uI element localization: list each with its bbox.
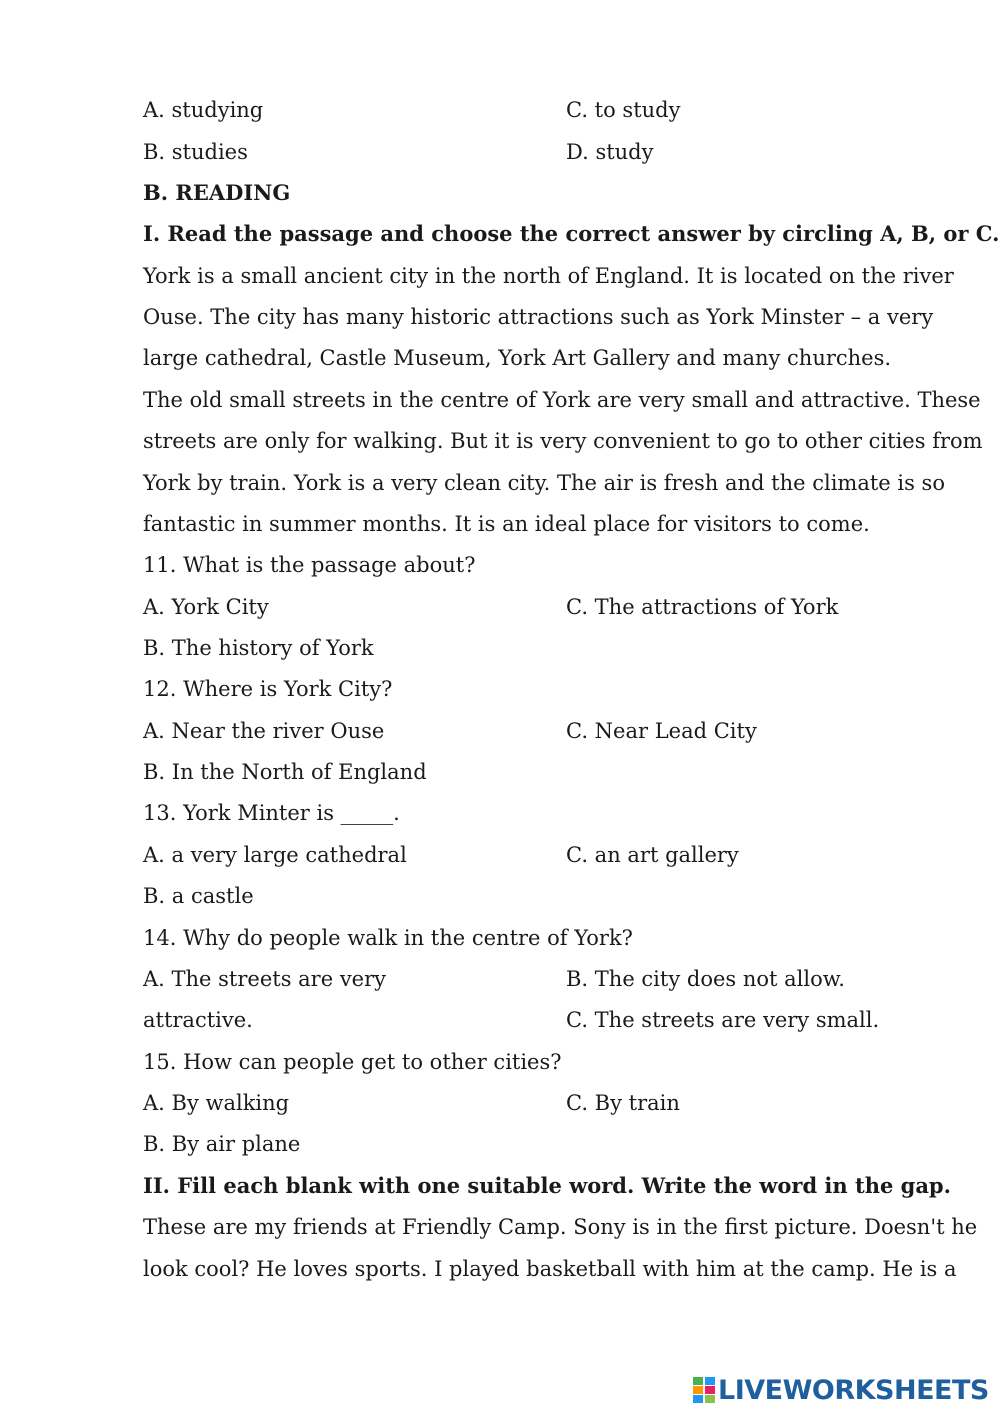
passage2-line: These are my friends at Friendly Camp. Sony is in the first picture. Doesn't he — [143, 1215, 978, 1239]
option-11c[interactable]: C. The attractions of York — [566, 595, 839, 619]
option-15b[interactable]: B. By air plane — [143, 1132, 301, 1156]
option-12a[interactable]: A. Near the river Ouse — [143, 719, 385, 743]
option-14a-continued[interactable]: attractive. — [143, 1008, 253, 1032]
passage-line: York by train. York is a very clean city. The air is fresh and the climate is so — [143, 471, 945, 495]
option-13c[interactable]: C. an art gallery — [566, 843, 739, 867]
passage-line: fantastic in summer months. It is an ideal place for visitors to come. — [143, 512, 870, 536]
option-13a[interactable]: A. a very large cathedral — [143, 843, 407, 867]
passage-line: Ouse. The city has many historic attractions such as York Minster – a very — [143, 305, 934, 329]
option-11b[interactable]: B. The history of York — [143, 636, 374, 660]
option-10a: A. studying — [143, 98, 264, 122]
option-10c: C. to study — [566, 98, 681, 122]
section-title: B. READING — [143, 180, 291, 205]
option-14a[interactable]: A. The streets are very — [143, 967, 387, 991]
option-10d: D. study — [566, 140, 654, 164]
logo-text: LIVEWORKSHEETS — [718, 1374, 989, 1406]
question-14: 14. Why do people walk in the centre of York? — [143, 926, 633, 950]
option-14b[interactable]: B. The city does not allow. — [566, 967, 845, 991]
option-15a[interactable]: A. By walking — [143, 1091, 290, 1115]
passage-line: The old small streets in the centre of York are very small and attractive. These — [143, 388, 981, 412]
question-15: 15. How can people get to other cities? — [143, 1050, 562, 1074]
option-14c[interactable]: C. The streets are very small. — [566, 1008, 880, 1032]
logo-blocks-icon — [693, 1377, 715, 1403]
option-11a[interactable]: A. York City — [143, 595, 269, 619]
part2-instruction: II. Fill each blank with one suitable word. Write the word in the gap. — [143, 1173, 951, 1198]
passage-line: large cathedral, Castle Museum, York Art Gallery and many churches. — [143, 346, 892, 370]
question-13: 13. York Minter is _____. — [143, 801, 400, 825]
option-12b[interactable]: B. In the North of England — [143, 760, 427, 784]
option-13b[interactable]: B. a castle — [143, 884, 254, 908]
liveworksheets-logo — [693, 1374, 989, 1406]
part1-instruction: I. Read the passage and choose the correct answer by circling A, B, or C. — [143, 221, 1000, 246]
passage-line: streets are only for walking. But it is very convenient to go to other cities from — [143, 429, 983, 453]
passage-line: York is a small ancient city in the north of England. It is located on the river — [143, 264, 954, 288]
question-12: 12. Where is York City? — [143, 677, 393, 701]
option-12c[interactable]: C. Near Lead City — [566, 719, 757, 743]
option-15c[interactable]: C. By train — [566, 1091, 680, 1115]
option-10b: B. studies — [143, 140, 248, 164]
question-11: 11. What is the passage about? — [143, 553, 476, 577]
passage2-line: look cool? He loves sports. I played basketball with him at the camp. He is a — [143, 1257, 957, 1281]
